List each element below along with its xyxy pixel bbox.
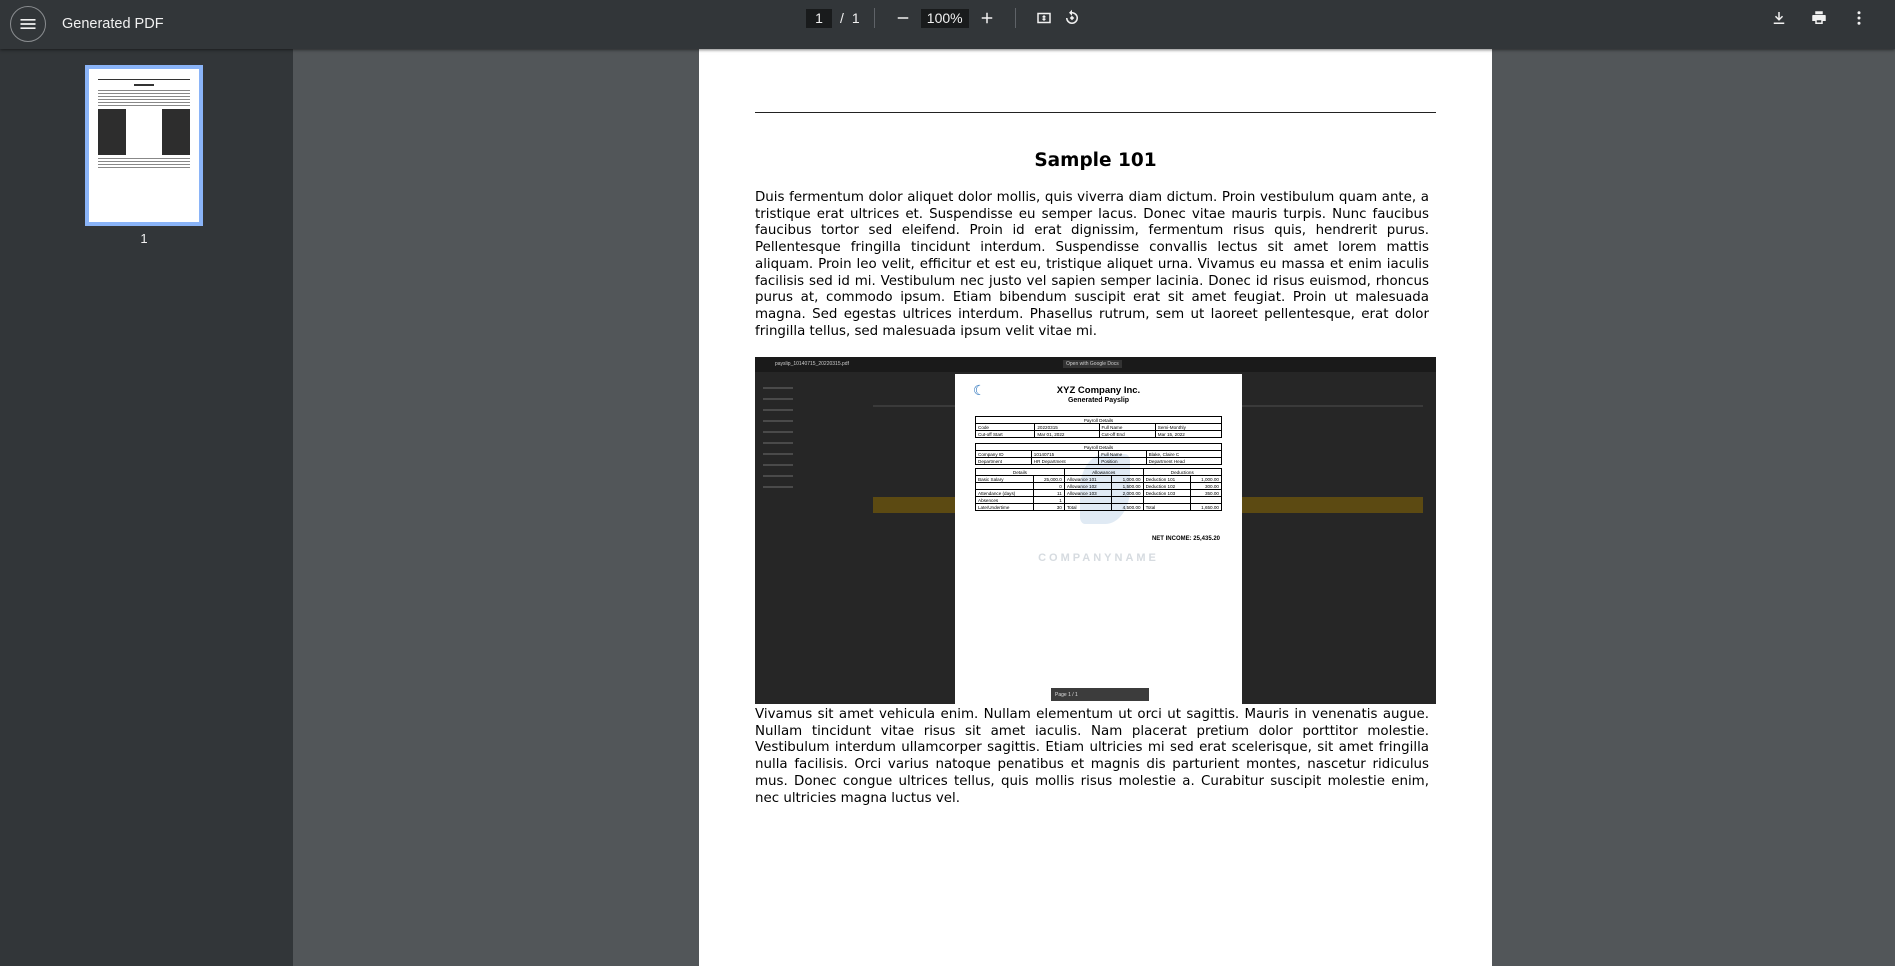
payslip-document	[955, 374, 1242, 704]
payslip-subtitle: Generated Payslip	[1067, 397, 1130, 404]
pdf-page	[699, 49, 1492, 966]
minus-icon	[894, 9, 912, 27]
company-watermark: COMPANYNAME	[1038, 552, 1159, 564]
table-row: Attendance (days) 11 Allowance 103 2,000.00 Deduction 103 350.00	[976, 490, 1222, 497]
download-button[interactable]	[1765, 4, 1793, 32]
zoom-in-button[interactable]	[973, 4, 1001, 32]
table-row: 0 Allowance 102 1,500.00 Deduction 102 300.00	[976, 483, 1222, 490]
page-separator: /	[840, 10, 844, 26]
header-rule	[755, 112, 1436, 113]
payslip-company: XYZ Company Inc.	[1056, 385, 1141, 396]
fit-to-page-button[interactable]	[1030, 4, 1058, 32]
pdf-toolbar	[0, 0, 1895, 49]
rotate-icon	[1063, 9, 1081, 27]
toolbar-right	[1753, 4, 1873, 32]
page-number-input[interactable]: 1	[806, 9, 832, 28]
embedded-pager: Page 1 / 1	[1051, 688, 1149, 701]
download-icon	[1770, 9, 1788, 27]
total-pages: 1	[851, 10, 860, 26]
net-income: NET INCOME: 25,435.20	[1151, 536, 1220, 542]
thumbnail-preview	[89, 69, 199, 222]
embedded-filename: payslip_10140715_20220315.pdf	[775, 361, 849, 367]
body-paragraph-2: Vivamus sit amet vehicula enim. Nullam elementum ut orci ut sagittis. Mauris in venenatis augue. Nullam tincidunt vitae risus sit amet iaculis. Nam placerat pretium dolor porttitor molestie. Vestibulum interdum ullamcorper sagittis. Etiam ultricies mi sed erat scelerisque, sit amet fringilla nulla facilisis. Orci varius natoque penatibus et magnis dis parturient montes, nascetur ridiculus mus. Donec congue ultrices tellus, quis mollis risus molestie a. Curabitur suscipit molestie enim, nec ultricies magna luctus vel.	[755, 707, 1429, 806]
toolbar-center	[806, 8, 1086, 28]
table-row: Absences 1	[976, 497, 1222, 504]
page-thumbnail[interactable]	[85, 65, 203, 226]
menu-button[interactable]	[10, 6, 46, 42]
earnings-table: Details Allowances Deductions Basic Salary 25,000.0 Allowance 101 1,000.00 Deduction 101 1,000.00 0 Allowance 102 1,500.00 Deduction 102 300.00 Attendance (days) 11 Allowance 103 2,000.00 Deduction 103 350.00 Absences 1 Late/Undertime 30 Total 4,500.00 Total 1,650.00	[975, 468, 1222, 511]
zoom-out-button[interactable]	[889, 4, 917, 32]
print-button[interactable]	[1805, 4, 1833, 32]
thumbnail-label: 1	[140, 231, 148, 246]
menu-icon	[18, 14, 38, 34]
fit-page-icon	[1035, 9, 1053, 27]
plus-icon	[978, 9, 996, 27]
rotate-button[interactable]	[1058, 4, 1086, 32]
document-title: Generated PDF	[62, 16, 164, 32]
page-heading: Sample 101	[1034, 150, 1157, 171]
body-paragraph-1: Duis fermentum dolor aliquet dolor mollis, quis viverra diam dictum. Proin vestibulum quam ante, a tristique erat ultrices et. Suspendisse eu semper lacus. Donec vitae mauris turpis. Nunc faucibus faucibus tortor sed eleifend. Proin id erat dignissim, fermentum risus quis, hendrerit purus. Pellentesque fringilla tincidunt interdum. Suspendisse convallis lectus sit amet lorem mattis aliquam. Proin leo velit, efficitur et est eu, tristique aliquet urna. Vivamus eu massa et enim iaculis facilisis sed id mi. Vestibulum nec justo vel sapien semper lacinia. Donec id risus euismod, rhoncus purus at, commodo ipsum. Etiam bibendum suscipit erat sit amet feugiat. Proin ut malesuada magna. Sed egestas ultrices interdum. Phasellus rutrum, sem ut laoreet pellentesque, erat dolor fringilla tellus, sed malesuada ipsum velit vitae mi.	[755, 190, 1429, 339]
embedded-open-with: Open with Google Docs	[1063, 360, 1122, 368]
more-vert-icon	[1850, 9, 1868, 27]
print-icon	[1810, 9, 1828, 27]
toolbar-divider	[1015, 8, 1016, 28]
embedded-sidebar	[763, 387, 833, 647]
thumbnail-sidebar	[0, 49, 293, 966]
toolbar-left	[10, 2, 164, 46]
zoom-input[interactable]: 100%	[921, 9, 969, 28]
embedded-screenshot	[755, 357, 1436, 704]
payroll-details-table: Payroll Details Code 20220315 Full Name Semi-Monthly Cut-off Start Mar 01, 2022 Cut-off End Mar 15, 2022	[975, 416, 1222, 438]
employee-details-table: Payroll Details Company ID 10140715 Full Name Blake, Claire C Department HR Department Position Department Head	[975, 443, 1222, 465]
table-row: Late/Undertime 30 Total 4,500.00 Total 1,650.00	[976, 504, 1222, 511]
table-row: Basic Salary 25,000.0 Allowance 101 1,000.00 Deduction 101 1,000.00	[976, 476, 1222, 483]
toolbar-divider	[874, 8, 875, 28]
embedded-viewer-bar	[755, 357, 1436, 372]
company-logo-icon: ☾	[973, 382, 986, 398]
more-actions-button[interactable]	[1845, 4, 1873, 32]
